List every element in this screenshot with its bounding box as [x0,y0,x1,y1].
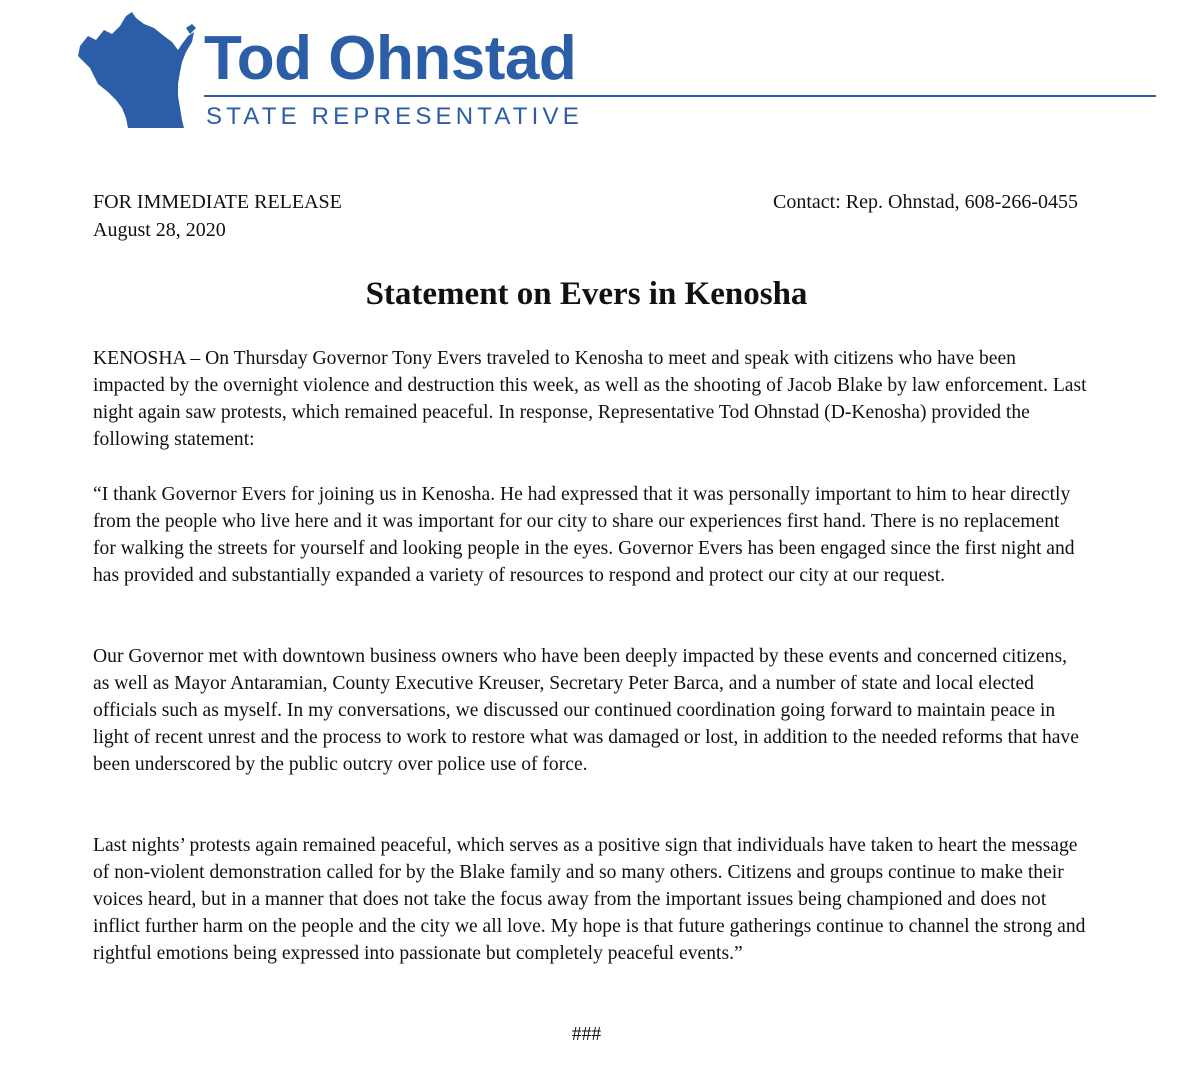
release-info [93,188,342,244]
quote-paragraph-3: Last nights’ protests again remained peaceful, which serves as a positive sign that individuals have taken to heart the message of non-violent demonstration called for by the Blake family and so many others. Citizens and groups continue to make their voices heard, but in a manner that does not take the focus away from the important issues being championed and does not inflict further harm on the people and the city we all love. My hope is that future gatherings continue to channel the strong and rightful emotions being expressed into passionate but completely peaceful events.” [93,835,1086,964]
end-mark: ### [571,1024,602,1045]
release-label: FOR IMMEDIATE RELEASE [93,191,342,213]
wisconsin-map-icon [74,6,202,130]
representative-name: Tod Ohnstad [204,24,577,93]
intro-paragraph: KENOSHA – On Thursday Governor Tony Evers traveled to Kenosha to meet and speak with citizens who have been impacted by the overnight violence and destruction this week, as well as the shooting of Jacob Blake by law enforcement. Last night again saw protests, which remained peaceful. In response, Representative Tod Ohnstad (D-Kenosha) provided the following statement: [93,348,1087,450]
headline: Statement on Evers in Kenosha [365,276,808,312]
release-date: August 28, 2020 [93,219,226,241]
letterhead [0,0,1200,140]
quote-paragraph-2: Our Governor met with downtown business owners who have been deeply impacted by these events and concerned citizens, as well as Mayor Antaramian, County Executive Kreuser, Secretary Peter Barca, and a number of state and local elected officials such as myself. In my conversations, we discussed our continued coordination going forward to maintain peace in light of recent unrest and the process to work to restore what was damaged or lost, in addition to the needed reforms that have been underscored by the public outcry over police use of force. [93,646,1079,775]
contact-info: Contact: Rep. Ohnstad, 608-266-0455 [773,191,1078,213]
office-title: STATE REPRESENTATIVE [206,103,583,130]
quote-paragraph-1: “I thank Governor Evers for joining us in Kenosha. He had expressed that it was personally important to him to hear directly from the people who live here and it was important for our city to share our experiences first hand. There is no replacement for walking the streets for yourself and looking people in the eyes. Governor Evers has been engaged since the first night and has provided and substantially expanded a variety of resources to respond and protect our city at our request. [93,484,1075,586]
header-divider [204,95,1156,97]
